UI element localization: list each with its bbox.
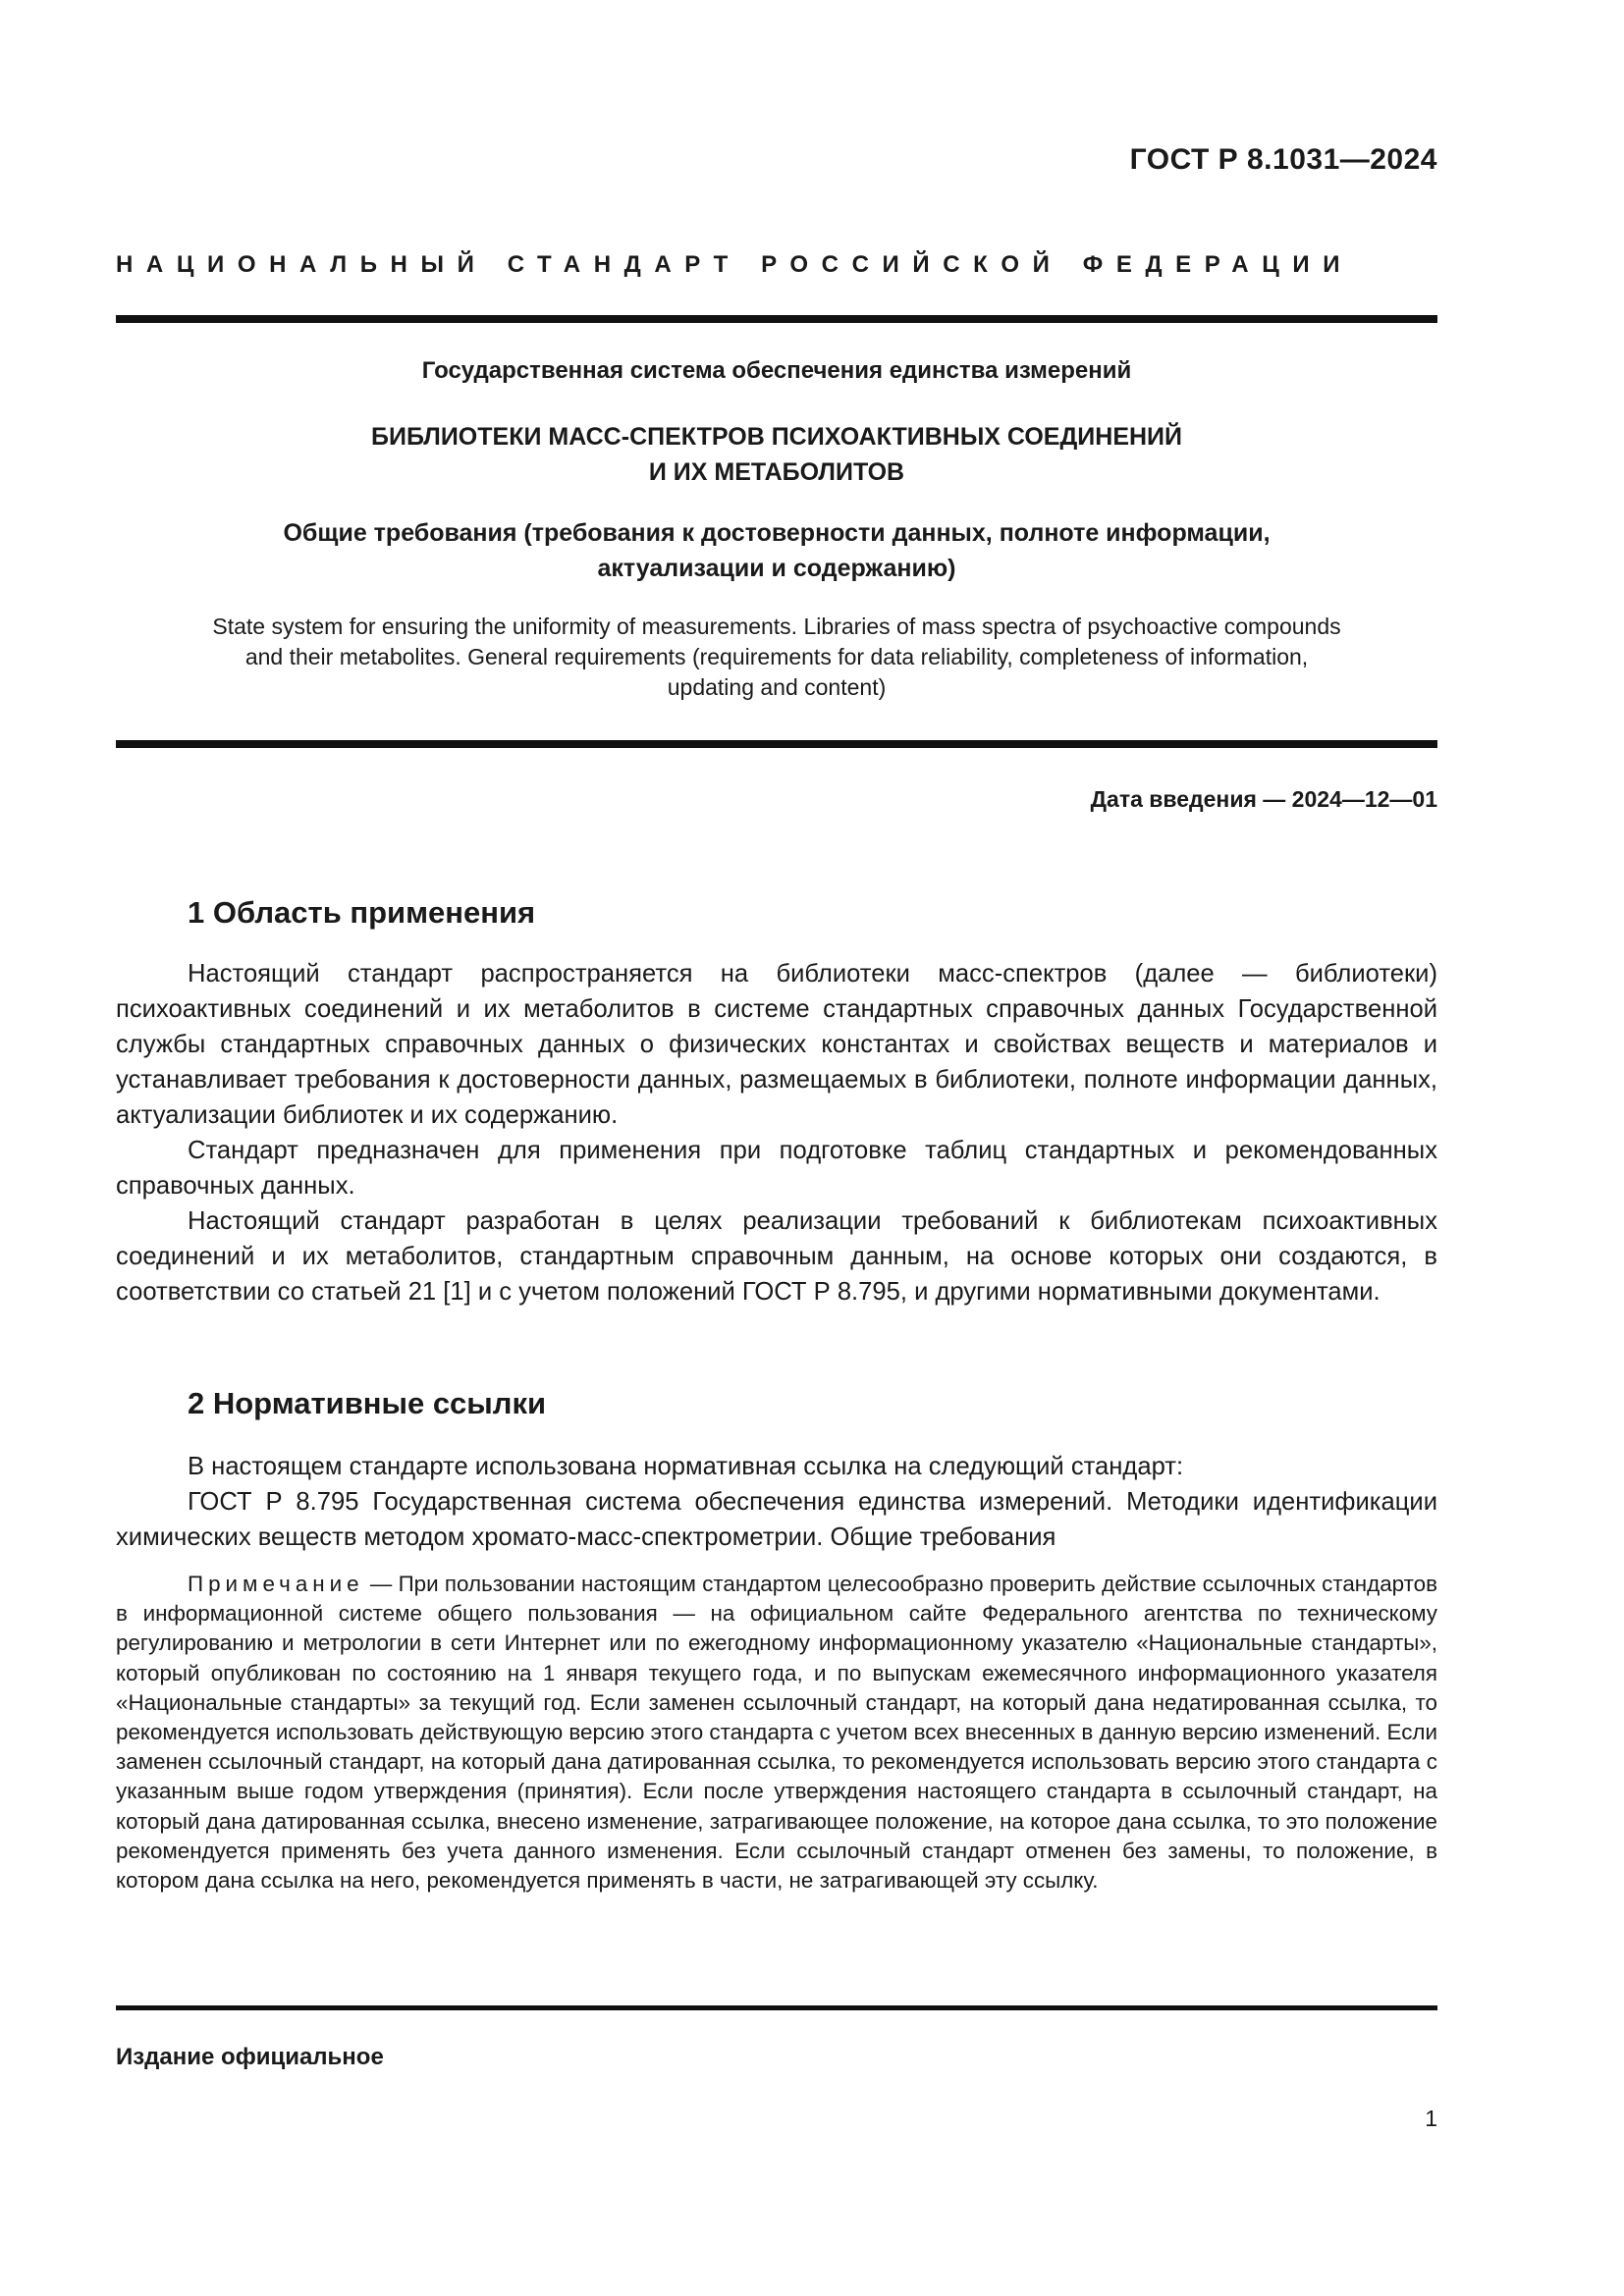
section-2-paragraph-2: ГОСТ Р 8.795 Государственная система обеспечения единства измерений. Методики идентификации химических веществ методом хромато-масс-спектрометрии. Общие требования (116, 1488, 1437, 1551)
note-label: Примечание (188, 1572, 364, 1596)
subtitle-line-2: актуализации и содержанию) (597, 555, 956, 582)
english-title (116, 612, 1437, 703)
subtitle-line-1: Общие требования (требования к достоверности данных, полноте информации, (283, 519, 1271, 547)
title-line-1: БИБЛИОТЕКИ МАСС-СПЕКТРОВ ПСИХОАКТИВНЫХ СОЕДИНЕНИЙ (371, 423, 1182, 451)
section-2-paragraph-1: В настоящем стандарте использована нормативная ссылка на следующий стандарт: (188, 1453, 1184, 1480)
section-2-heading: 2 Нормативные ссылки (188, 1386, 547, 1420)
section-1-paragraph-1: Настоящий стандарт распространяется на библиотеки масс-спектров (далее — библиотеки) психоактивных соединений и их метаболитов в системе стандартных справочных данных Государственной службы стандартных справочных данных о физических константах и свойствах веществ и материалов и устанавливает требования к достоверности данных, размещаемых в библиотеки, полноте информации данных, актуализации библиотек и их содержанию. (116, 960, 1437, 1129)
section-2-body (116, 1449, 1437, 1555)
document-number: ГОСТ Р 8.1031—2024 (1129, 143, 1437, 176)
section-1-paragraph-3: Настоящий стандарт разработан в целях реализации требований к библиотекам психоактивных соединений и их метаболитов, стандартным справочным данным, на основе которых они создаются, в соответствии со статьей 21 [1] и с учетом положений ГОСТ Р 8.795, и другими нормативными документами. (116, 1207, 1437, 1306)
introduction-date: Дата введения — 2024—12—01 (1090, 786, 1437, 812)
national-standard-banner: НАЦИОНАЛЬНЫЙ СТАНДАРТ РОССИЙСКОЙ ФЕДЕРАЦИИ (116, 251, 1354, 278)
middle-divider (116, 740, 1437, 748)
official-edition-label: Издание официальное (116, 2044, 384, 2070)
title-line-2: И ИХ МЕТАБОЛИТОВ (648, 458, 905, 486)
bottom-divider (116, 2005, 1437, 2010)
section-1-paragraph-2: Стандарт предназначен для применения при подготовке таблиц стандартных и рекомендованных справочных данных. (116, 1137, 1437, 1200)
document-title (116, 419, 1437, 490)
section-1-heading: 1 Область применения (188, 895, 536, 930)
english-line-3: updating and content) (667, 674, 887, 700)
system-name: Государственная система обеспечения единства измерений (421, 357, 1132, 384)
top-divider (116, 315, 1437, 323)
note-text: — При пользовании настоящим стандартом целесообразно проверить действие ссылочных стандартов в информационной системе общего пользования — на официальном сайте Федерального агентства по техническому регулированию и метрологии в сети Интернет или по ежегодному информационному указателю «Национальные стандарты», который опубликован по состоянию на 1 января текущего года, и по выпускам ежемесячного информационного указателя «Национальные стандарты» за текущий год. Если заменен ссылочный стандарт, на который дана недатированная ссылка, то рекомендуется использовать действующую версию этого стандарта с учетом всех внесенных в данную версию изменений. Если заменен ссылочный стандарт, на который дана датированная ссылка, то рекомендуется использовать версию этого стандарта с указанным выше годом утверждения (принятия). Если после утверждения настоящего стандарта в ссылочный стандарт, на который дана датированная ссылка, внесено изменение, затрагивающее положение, на которое дана ссылка, то это положение рекомендуется применять без учета данного изменения. Если ссылочный стандарт отменен без замены, то положение, в котором дана ссылка на него, рекомендуется применять в части, не затрагивающей эту ссылку. (116, 1572, 1437, 1894)
english-line-1: State system for ensuring the uniformity of measurements. Libraries of mass spectra of psychoactive compounds (212, 614, 1341, 639)
page-number: 1 (1425, 2106, 1437, 2131)
section-1-body (116, 956, 1437, 1309)
note-block (116, 1570, 1437, 1896)
english-line-2: and their metabolites. General requirements (requirements for data reliability, completeness of information, (244, 644, 1309, 669)
document-subtitle (116, 515, 1437, 586)
note-paragraph (116, 1570, 1437, 1896)
